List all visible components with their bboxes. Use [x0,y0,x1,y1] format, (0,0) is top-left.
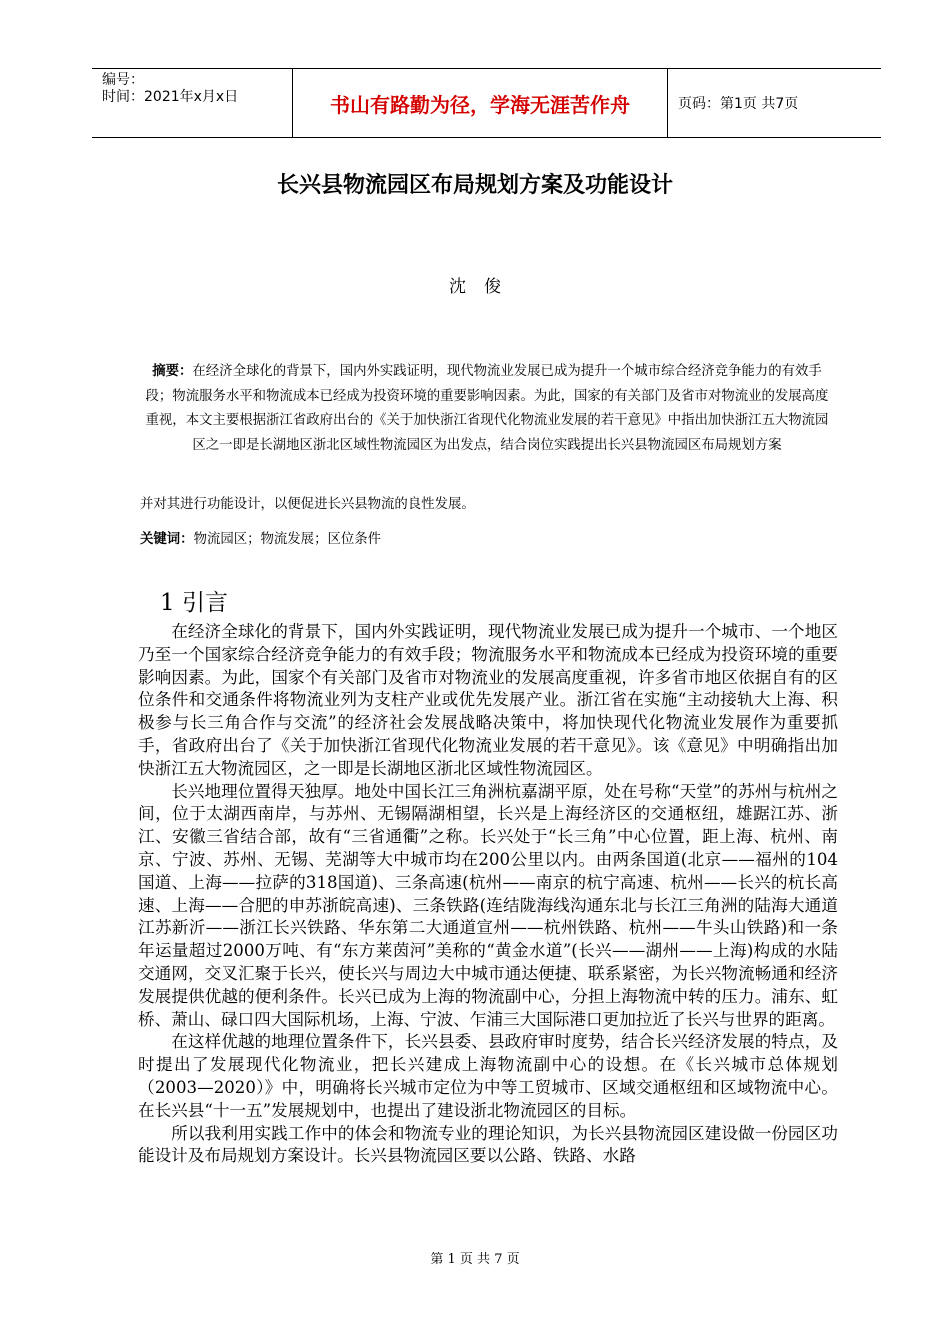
header-info-cell [92,69,293,137]
body-text [138,621,838,1168]
abstract-text: 在经济全球化的背景下，国内外实践证明，现代物流业发展已成为提升一个城市综合经济竞争能力的有效手段；物流服务水平和物流成本已经成为投资环境的重要影响因素。为此，国家的有关部门及省市对物流业的发展高度重视，本文主要根据浙江省政府出台的《关于加快浙江省现代化物流业发展的若干意见》中指出加快浙江五大物流园区之一即是长湖地区浙北区域性物流园区为出发点，结合岗位实践提出长兴县物流园区布局规划方案 [145,364,829,453]
paragraph: 所以我利用实践工作中的体会和物流专业的理论知识，为长兴县物流园区建设做一份园区功能设计及布局规划方案设计。长兴县物流园区要以公路、铁路、水路 [138,1123,838,1166]
keywords-label: 关键词： [140,532,194,547]
document-title: 长兴县物流园区布局规划方案及功能设计 [276,173,673,198]
author-name: 沈俊 [449,277,519,297]
header-page-info: 页码：第1页 共7页 [678,96,799,112]
time-label: 时间：2021年x月x日 [102,89,239,105]
section-heading: 1 引言 [160,590,228,616]
paragraph: 在经济全球化的背景下，国内外实践证明，现代物流业发展已成为提升一个城市、一个地区乃至一个国家综合经济竞争能力的有效手段；物流服务水平和物流成本已经成为投资环境的重要影响因素。为此，国家个有关部门及省市对物流业的发展高度重视，许多省市地区依据自有的区位条件和交通条件将物流业列为支柱产业或优先发展产业。浙江省在实施“主动接轨大上海、积极参与长三角合作与交流”的经济社会发展战略决策中，将加快现代化物流业发展作为重要抓手，省政府出台了《关于加快浙江省现代化物流业发展的若干意见》。该《意见》中明确指出加快浙江五大物流园区，之一即是长湖地区浙北区域性物流园区。 [138,622,838,778]
header-motto: 书山有路勤为径，学海无涯苦作舟 [293,69,668,137]
abstract-label: 摘要： [152,364,193,379]
keywords-text: 物流园区；物流发展；区位条件 [193,532,382,547]
page-footer: 第 1 页 共 7 页 [430,1252,520,1267]
header-table [92,68,881,138]
abstract-block [140,360,834,458]
keywords-line [140,530,381,550]
paragraph: 长兴地理位置得天独厚。地处中国长江三角洲杭嘉湖平原，处在号称“天堂”的苏州与杭州之间，位于太湖西南岸，与苏州、无锡隔湖相望，长兴是上海经济区的交通枢纽，雄踞江苏、浙江、安徽三省结合部，故有“三省通衢”之称。长兴处于“长三角”中心位置，距上海、杭州、南京、宁波、苏州、无锡、芜湖等大中城市均在200公里以内。由两条国道(北京——福州的104国道、上海——拉萨的318国道)、三条高速(杭州——南京的杭宁高速、杭州——长兴的杭长高速、上海——合肥的申苏浙皖高速)、三条铁路(连结陇海线沟通东北与长江三角洲的陆海大通道江苏新沂——浙江长兴铁路、华东第二大通道宣州——杭州铁路、杭州——牛头山铁路)和一条年运量超过2000万吨、有“东方莱茵河”美称的“黄金水道”(长兴——湖州——上海)构成的水陆交通网，交叉汇聚于长兴，使长兴与周边大中城市通达便捷、联系紧密，为长兴物流畅通和经济发展提供优越的便利条件。长兴已成为上海的物流副中心，分担上海物流中转的压力。浦东、虹桥、萧山、碌口四大国际机场，上海、宁波、乍浦三大国际港口更加拉近了长兴与世界的距离。 [138,781,838,1029]
number-label: 编号： [102,72,144,88]
abstract-continuation: 并对其进行功能设计，以便促进长兴县物流的良性发展。 [140,497,475,512]
paragraph: 在这样优越的地理位置条件下，长兴县委、县政府审时度势，结合长兴经济发展的特点，及时提出了发展现代化物流业，把长兴建成上海物流副中心的设想。在《长兴城市总体规划（2003—2020）》中，明确将长兴城市定位为中等工贸城市、区域交通枢纽和区域物流中心。在长兴县“十一五”发展规划中，也提出了建设浙北物流园区的目标。 [138,1032,838,1120]
